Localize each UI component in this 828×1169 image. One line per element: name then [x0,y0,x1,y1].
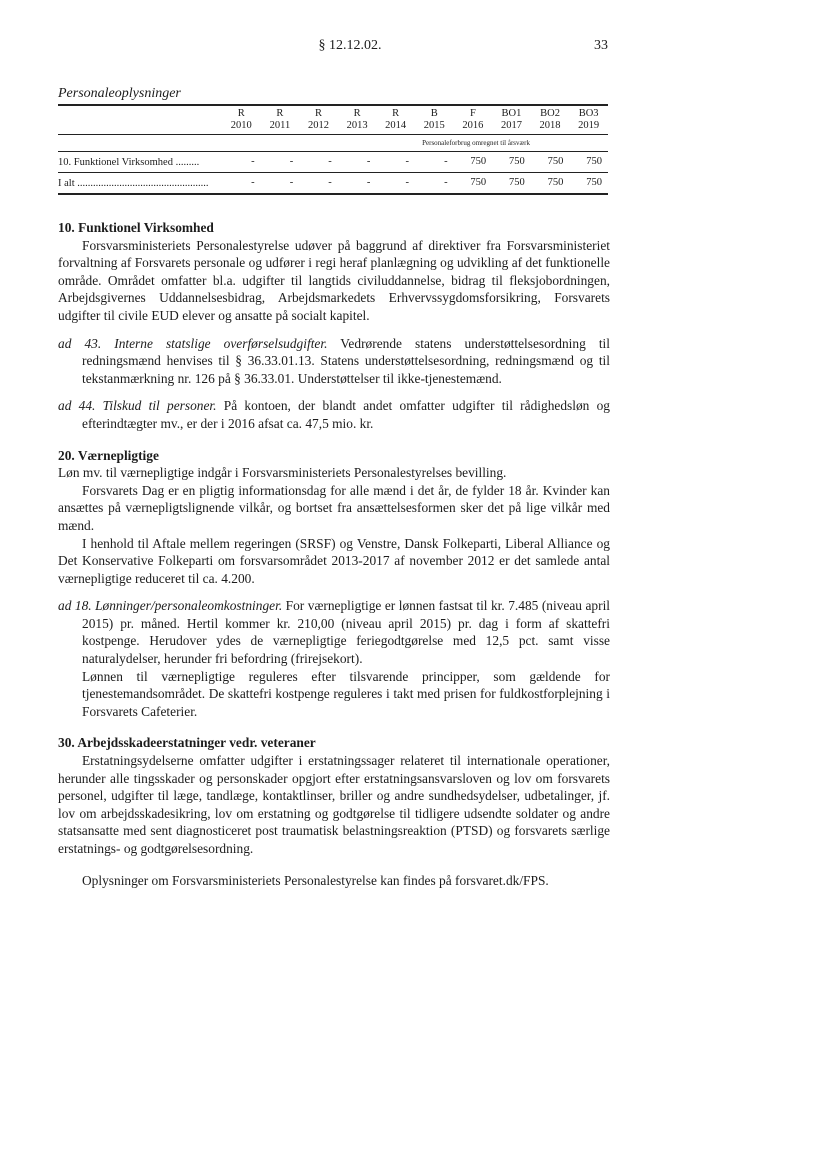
table-cell: - [366,177,371,188]
table-row [58,152,608,172]
annotation-title: ad 43. Interne statslige overførselsudgifter. [58,335,328,351]
table-cell: - [328,177,332,188]
annotation-paragraph [58,397,610,432]
table-cell: - [251,177,255,188]
column-header: R 2014 [385,108,407,131]
table-cell: 750 [547,156,564,167]
table-cell: - [444,156,448,167]
annotation-title: ad 44. Tilskud til personer. [58,398,217,414]
table-cell: 750 [509,156,525,167]
annotation-text: Vedrørende statens understøttelsesordning til redningsmænd henvises til § 36.33.01.13. Statens understøttelsesordning, redningsmænd og til tekstanmærkning nr. 126 på § 36.33.01. Understøttelser til ikke-tjenestemænd. [82,335,610,386]
paragraph: Forsvarsministeriets Personalestyrelse udøver på baggrund af direktiver fra Forsvarsministeriet forvaltning af Forsvarets personale og udfører i regi heraf planlægning og udvikling af det funktionelle område. Området omfatter bl.a. udgifter til langtids civiluddannelse, bidrag til fleksjobordningen, Arbejdsgivernes Uddannelsesbidrag, Arbejdsmarkedets Erhvervssygdomsforsikring, Forsvarets udgifter til civile EUD elever og ansatte på socialt kapitel. [58,237,610,323]
annotation-text: På kontoen, der blandt andet omfatter udgifter til rådighedsløn og efterindtægter mv., er der i 2016 afsat ca. 47,5 mio. kr. [82,398,611,431]
section-heading: 30. Arbejdsskadeerstatninger vedr. veteraner [58,735,316,751]
table-cell: - [289,156,294,167]
column-header: R 2013 [346,108,368,131]
column-header: R 2010 [230,108,252,131]
section-heading: 10. Funktionel Virksomhed [58,220,214,235]
column-header: R 2011 [269,108,291,131]
paragraph: Løn mv. til værnepligtige indgår i Forsvarsministeriets Personalestyrelses bevilling. [58,465,507,481]
page-number: 33 [594,38,608,53]
column-header: BO3 2019 [578,108,600,131]
table-cell: - [366,156,371,167]
section-reference: § 12.12.02. [318,38,382,53]
paragraph: Forsvarets Dag er en pligtig informationsdag for alle mænd i det år, de fylder 18 år. Kvinder kan ansættes på værnepligtslignende vilkår, og bortset fra ansættelsesformen sker det på lige vilkår med mænd. [58,482,610,533]
table-bottom-rule [58,193,608,195]
column-header: R 2012 [307,108,329,131]
personnel-table [58,104,608,195]
annotation-paragraph [58,335,610,388]
column-header: BO2 2018 [539,108,561,131]
table-cell: 750 [586,177,602,188]
table-cell: - [405,177,409,188]
column-header: F 2016 [462,108,484,131]
table-row [58,173,608,193]
row-label: I alt .................................................. [58,177,209,189]
footnote: Oplysninger om Forsvarsministeriets Personalestyrelse kan findes på forsvaret.dk/FPS. [82,872,549,888]
paragraph: I henhold til Aftale mellem regeringen (SRSF) og Venstre, Dansk Folkeparti, Liberal Alliance og Det Konservative Folkeparti om forsvarsområdet 2013-2017 af november 2012 er det samlede antal værnepligtige reduceret til ca. 4.200. [58,535,610,586]
document-body [58,219,610,889]
column-header: B 2015 [423,108,445,131]
column-header: BO1 2017 [500,108,522,131]
table-cell: - [328,156,332,167]
paragraph: Lønnen til værnepligtige reguleres efter tilsvarende principper, som gældende for tjenestemandsområdet. De skattefri kostpenge reguleres i takt med prisen for fuldkostforplejning i Forsvarets Cafeterier. [82,668,610,719]
table-cell: 750 [470,156,487,167]
table-subheader: Personaleforbrug omregnet til årsværk [422,139,530,147]
table-cell: 750 [470,177,487,188]
table-cell: - [251,156,255,167]
table-cell: 750 [586,156,602,167]
table-cell: - [444,177,448,188]
paragraph: Erstatningsydelserne omfatter udgifter i erstatningssager relateret til internationale operationer, herunder alle tingsskader og personskader opgjort efter erstatningsansvarsloven og lov om forsvarets personel, udgifter til læge, tandlæge, kontaktlinser, briller og andre sundhedsydelser, udbetalinger, jf. lov om arbejdsskadesikring, lov om erstatning og godtgørelse til tidligere udsendte soldater og andre statsansatte med sent diagnosticeret post traumatisk belastningsreaktion (PTSD) og forsvarets særlige erstatnings- og godtgørelsesordning. [58,753,610,856]
annotation-title: ad 18. Lønninger/personaleomkostninger. [58,598,283,614]
table-header-row [58,106,608,134]
table-cell: - [289,177,294,188]
annotation-paragraph [58,597,610,667]
row-label: 10. Funktionel Virksomhed ......... [58,156,200,168]
table-cell: - [405,156,409,167]
annotation-text: For værnepligtige er lønnen fastsat til kr. 7.485 (niveau april 2015) pr. måned. Hertil kommer kr. 210,00 (niveau april 2015) pr. dag i form af skattefri kostpenge. Herudover ydes de værnepligtige feriegodtgørelse med 12,5 pct. samt visse naturalydelser, herunder fri befordring (frirejsekort). [82,598,611,667]
table-title: Personaleoplysninger [58,86,181,101]
table-cell: 750 [509,177,525,188]
section-heading: 20. Værnepligtige [58,447,159,463]
table-cell: 750 [547,177,564,188]
